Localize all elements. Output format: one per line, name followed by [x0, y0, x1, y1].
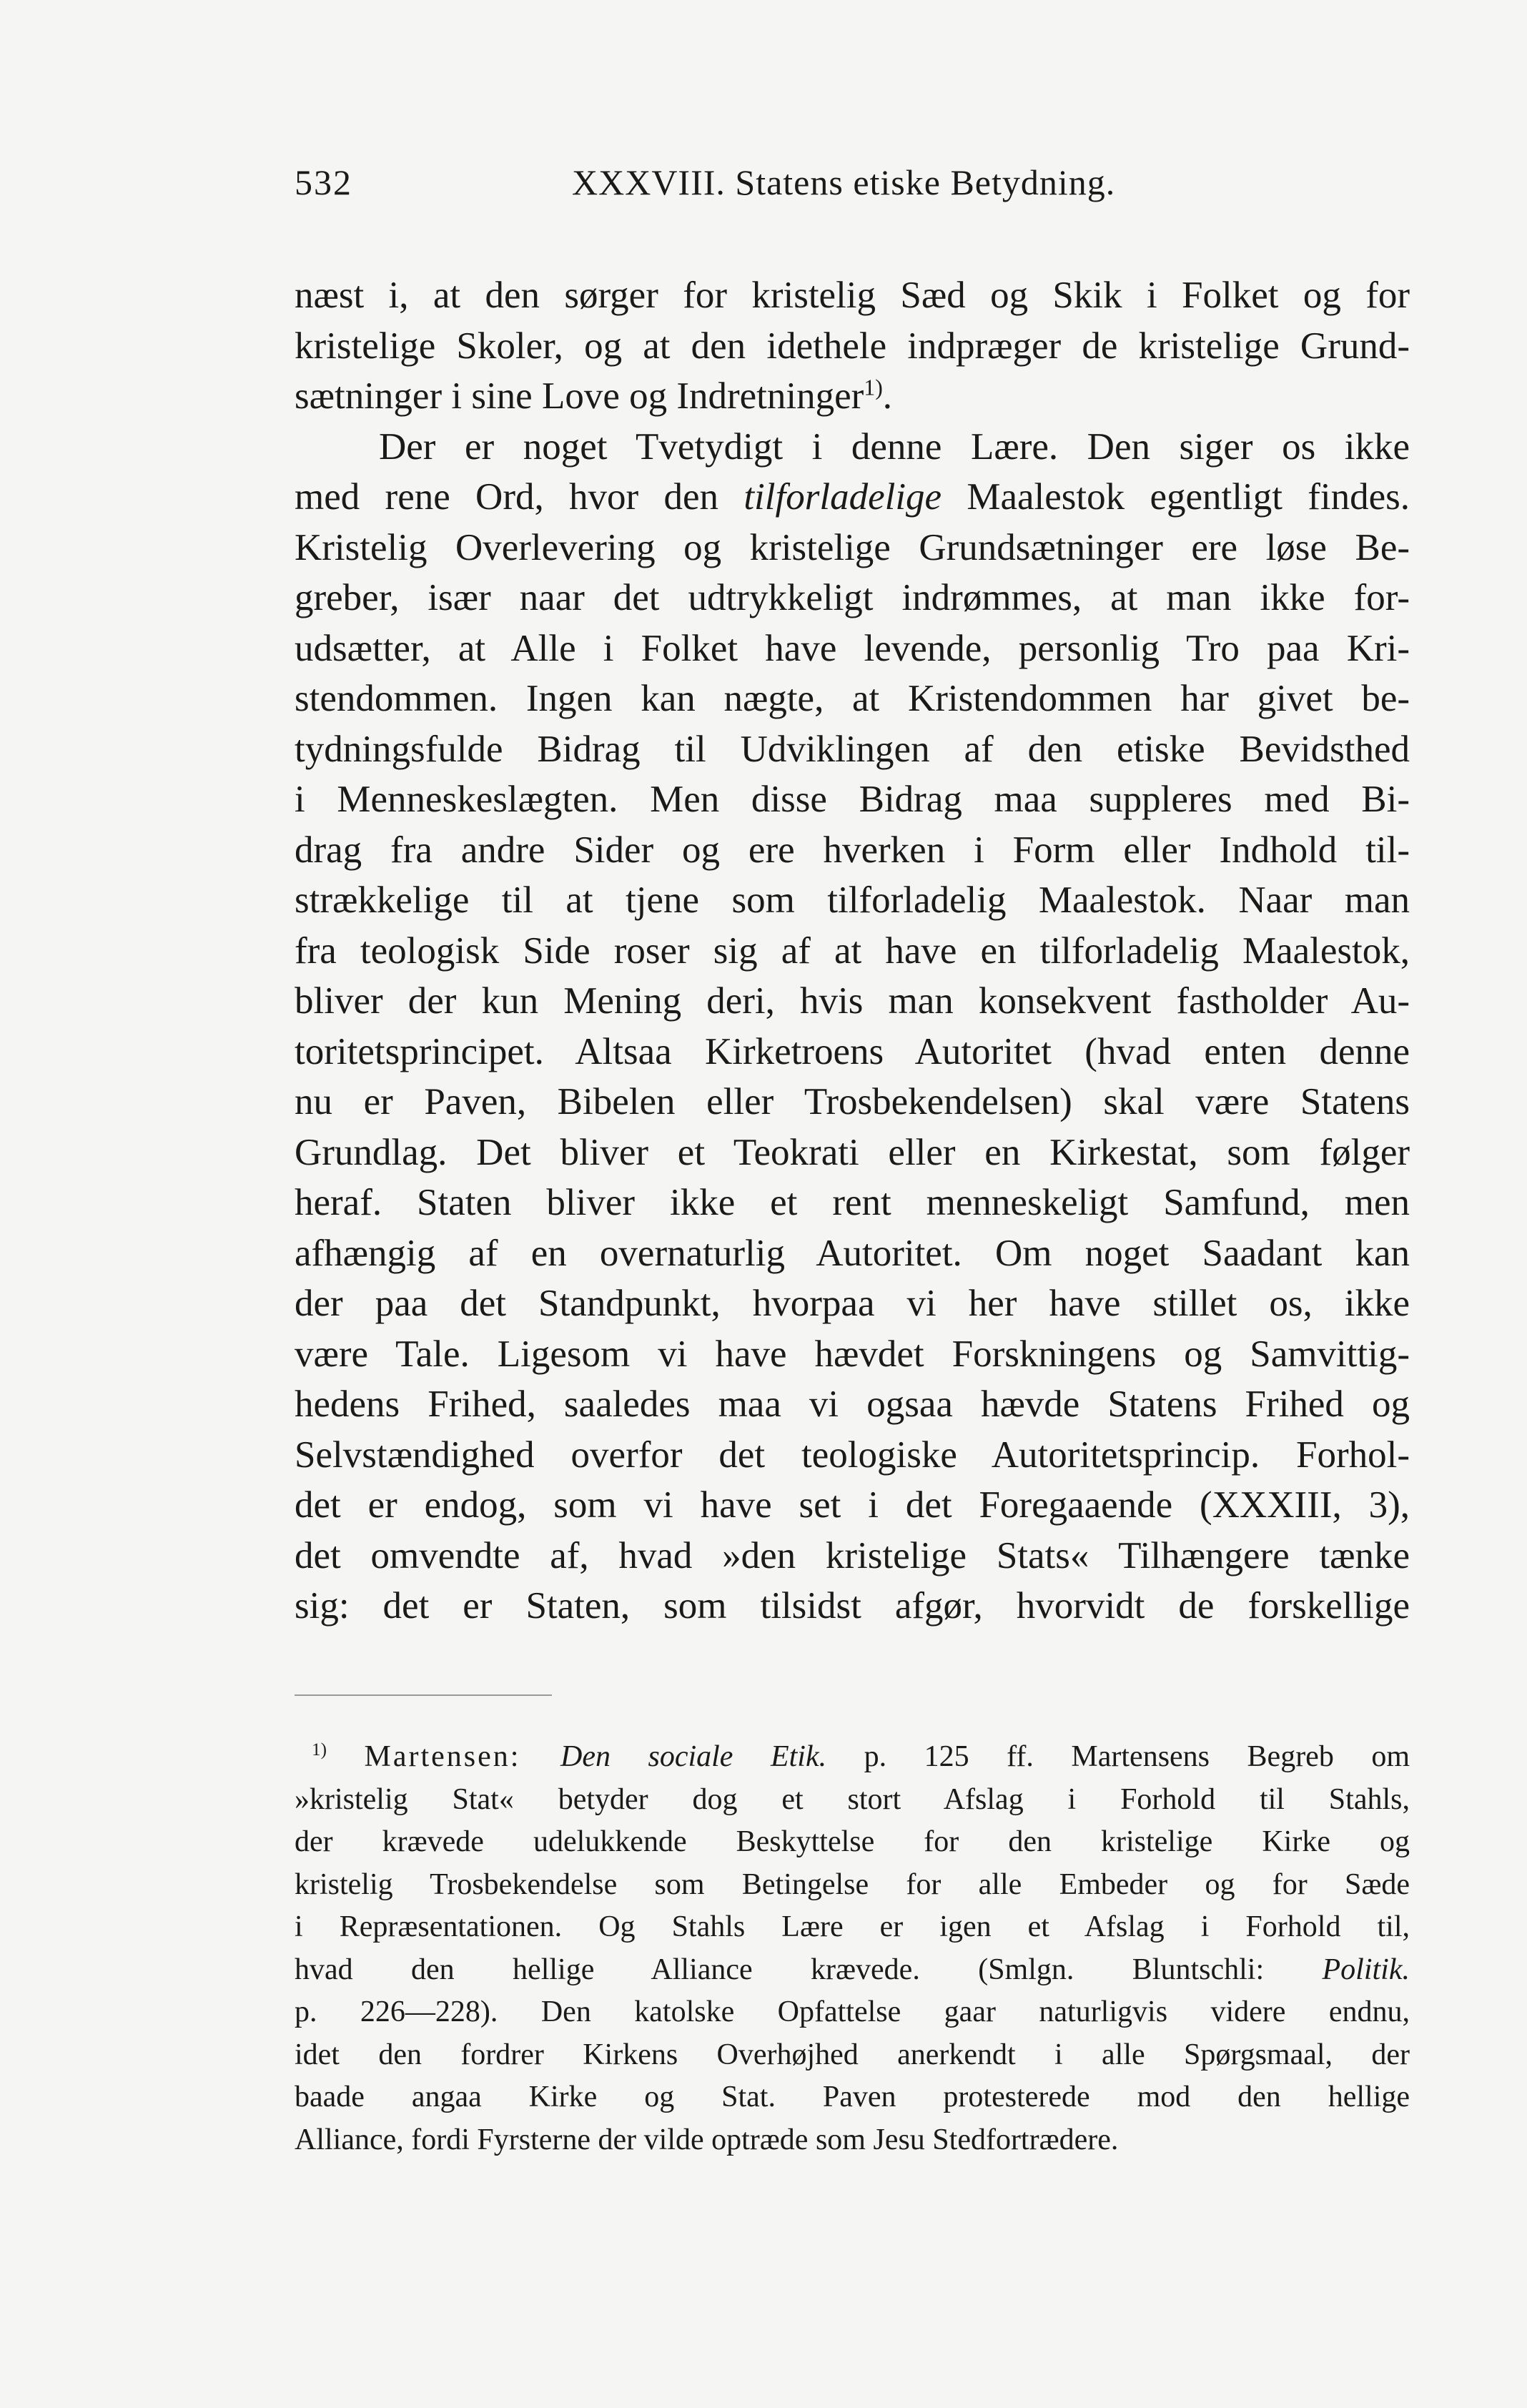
- footnote-title: Den sociale Etik.: [560, 1740, 827, 1773]
- text-line: nu er Paven, Bibelen eller Trosbekendelsen) skal være Statens: [295, 1081, 1410, 1122]
- text-line: sætninger i sine Love og Indretninger$^{1)}$.: [295, 375, 893, 417]
- text-line: toritetsprincipet. Altsaa Kirketroens Autoritet (hvad enten denne: [295, 1030, 1410, 1072]
- text-line: hedens Frihed, saaledes maa vi ogsaa hævde Statens Frihed og: [295, 1383, 1410, 1425]
- italic-term: tilforladelige: [743, 476, 942, 518]
- text-segment: med rene Ord, hvor den: [295, 476, 744, 518]
- text-line: heraf. Staten bliver ikke et rent menneskeligt Samfund, men: [295, 1182, 1410, 1223]
- text-line: bliver der kun Mening deri, hvis man konsekvent fastholder Au-: [295, 980, 1410, 1022]
- footnote: [295, 1736, 1410, 2161]
- footnote-line: i Repræsentationen. Og Stahls Lære er igen et Afslag i Forhold til,: [295, 1910, 1410, 1943]
- footnote-title: Politik.: [1322, 1953, 1410, 1986]
- footnote-line: kristelig Trosbekendelse som Betingelse for alle Embeder og for Sæde: [295, 1867, 1410, 1901]
- footnote-line: p. 226—228). Den katolske Opfattelse gaar naturligvis videre endnu,: [295, 1995, 1410, 2028]
- footnote-marker: 1): [312, 1740, 327, 1760]
- text-line: kristelige Skoler, og at den idethele indpræger de kristelige Grund-: [295, 325, 1410, 367]
- body-text: [295, 270, 1410, 1632]
- text-line: næst i, at den sørger for kristelig Sæd og Skik i Folket og for: [295, 275, 1410, 316]
- text-line: sig: det er Staten, som tilsidst afgør, hvorvidt de forskellige: [295, 1585, 1410, 1627]
- text-line: stendommen. Ingen kan nægte, at Kristendommen har givet be-: [295, 678, 1410, 719]
- text-line: drag fra andre Sider og ere hverken i Form eller Indhold til-: [295, 829, 1410, 871]
- text-line: være Tale. Ligesom vi have hævdet Forskningens og Samvittig-: [295, 1333, 1410, 1375]
- text-line: greber, især naar det udtrykkeligt indrømmes, at man ikke for-: [295, 577, 1410, 618]
- text-line: fra teologisk Side roser sig af at have en tilforladelig Maalestok,: [295, 929, 1410, 972]
- footnote-line: [295, 1949, 1410, 1992]
- text-segment: p. 125 ff. Martensens Begreb om: [826, 1740, 1410, 1773]
- text-line: Selvstændighed overfor det teologiske Autoritetsprincip. Forhol-: [295, 1434, 1410, 1476]
- text-line: strækkelige til at tjene som tilforladelig Maalestok. Naar man: [295, 879, 1410, 921]
- text-segment: hvad den hellige Alliance krævede. (Smlgn. Bluntschli:: [295, 1953, 1323, 1986]
- footnote-ref: 1): [864, 375, 883, 400]
- text-line: Kristelig Overlevering og kristelige Grundsætninger ere løse Be-: [295, 526, 1410, 568]
- footnote-line: baade angaa Kirke og Stat. Paven protesterede mod den hellige: [295, 2081, 1410, 2113]
- page-number: 532: [295, 162, 352, 202]
- footnote-line: der krævede udelukkende Beskyttelse for den kristelige Kirke og: [295, 1825, 1410, 1858]
- footnote-line: [295, 1736, 1410, 1779]
- text-line: Der er noget Tvetydigt i denne Lære. Den siger os ikke: [379, 425, 1410, 468]
- page-header: [295, 162, 1410, 226]
- text-line: afhængig af en overnaturlig Autoritet. Om noget Saadant kan: [295, 1232, 1410, 1274]
- footnote-line: »kristelig Stat« betyder dog et stort Afslag i Forhold til Stahls,: [295, 1782, 1410, 1816]
- text-line: det er endog, som vi have set i det Foregaaende (XXXIII, 3),: [295, 1484, 1410, 1526]
- text-line: der paa det Standpunkt, hvorpaa vi her have stillet os, ikke: [295, 1283, 1410, 1324]
- footnote-divider: [295, 1694, 552, 1696]
- text-line: udsætter, at Alle i Folket have levende, personlig Tro paa Kri-: [295, 627, 1410, 669]
- text-line: [295, 472, 1410, 523]
- text-line: det omvendte af, hvad »den kristelige Stats« Tilhængere tænke: [295, 1534, 1410, 1576]
- footnote-line: idet den fordrer Kirkens Overhøjhed anerkendt i alle Spørgsmaal, der: [295, 2038, 1410, 2071]
- text-line: tydningsfulde Bidrag til Udviklingen af den etiske Bevidsthed: [295, 728, 1410, 770]
- footnote-author: Martensen:: [364, 1740, 560, 1773]
- text-line: Grundlag. Det bliver et Teokrati eller en Kirkestat, som følger: [295, 1131, 1410, 1173]
- footnote-line: Alliance, fordi Fyrsterne der vilde optræde som Jesu Stedfortrædere.: [295, 2123, 1119, 2156]
- text-segment: sætninger i sine Love og Indretninger: [295, 375, 864, 417]
- text-line: i Menneskeslægten. Men disse Bidrag maa suppleres med Bi-: [295, 779, 1410, 820]
- text-segment: Maalestok egentligt findes.: [942, 476, 1410, 518]
- running-title: XXXVIII. Statens etiske Betydning.: [572, 162, 1116, 202]
